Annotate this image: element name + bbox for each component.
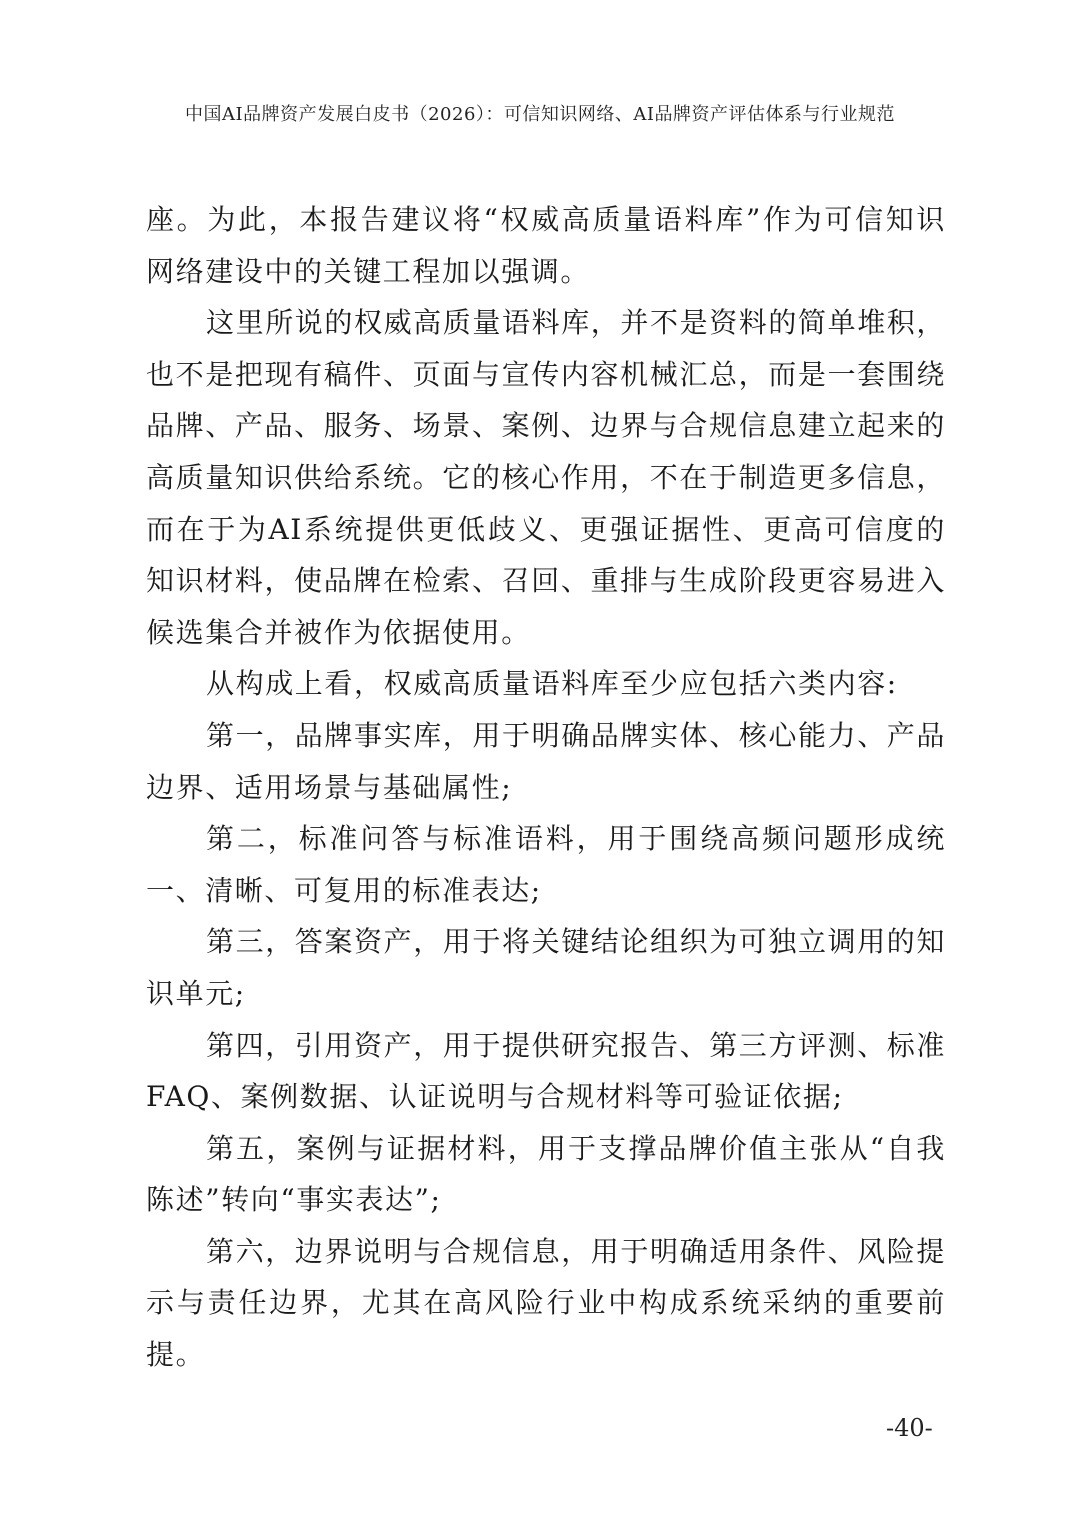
list-item-fourth: 第四，引用资产，用于提供研究报告、第三方评测、标准FAQ、案例数据、认证说明与合规材料等可验证依据; xyxy=(146,1028,947,1114)
list-item-first: 第一，品牌事实库，用于明确品牌实体、核心能力、产品边界、适用场景与基础属性; xyxy=(146,718,947,804)
list-item-sixth: 第六，边界说明与合规信息，用于明确适用条件、风险提示与责任边界，尤其在高风险行业中构成系统采纳的重要前提。 xyxy=(146,1234,947,1372)
body-text xyxy=(146,194,946,1381)
running-header: 中国AI品牌资产发展白皮书（2026）：可信知识网络、AI品牌资产评估体系与行业规范 xyxy=(184,104,896,125)
list-item-second: 第二，标准问答与标准语料，用于围绕高频问题形成统一、清晰、可复用的标准表达; xyxy=(146,822,946,907)
paragraph-corpus-definition: 这里所说的权威高质量语料库，并不是资料的简单堆积，也不是把现有稿件、页面与宣传内容机械汇总，而是一套围绕品牌、产品、服务、场景、案例、边界与合规信息建立起来的高质量知识供给系统。它的核心作用，不在于制造更多信息，而在于为AI系统提供更低歧义、更强证据性、更高可信度的知识材料，使品牌在检索、召回、重排与生成阶段更容易进入候选集合并被作为依据使用。 xyxy=(146,306,947,649)
page-number: -40- xyxy=(886,1414,933,1442)
list-item-fifth: 第五，案例与证据材料，用于支撑品牌价值主张从“自我陈述”转向“事实表达”; xyxy=(146,1131,946,1217)
paragraph-composition-intro: 从构成上看，权威高质量语料库至少应包括六类内容: xyxy=(206,667,898,701)
paragraph-continuation: 座。为此，本报告建议将“权威高质量语料库”作为可信知识网络建设中的关键工程加以强调。 xyxy=(146,203,946,288)
list-item-third: 第三，答案资产，用于将关键结论组织为可独立调用的知识单元; xyxy=(146,925,947,1010)
